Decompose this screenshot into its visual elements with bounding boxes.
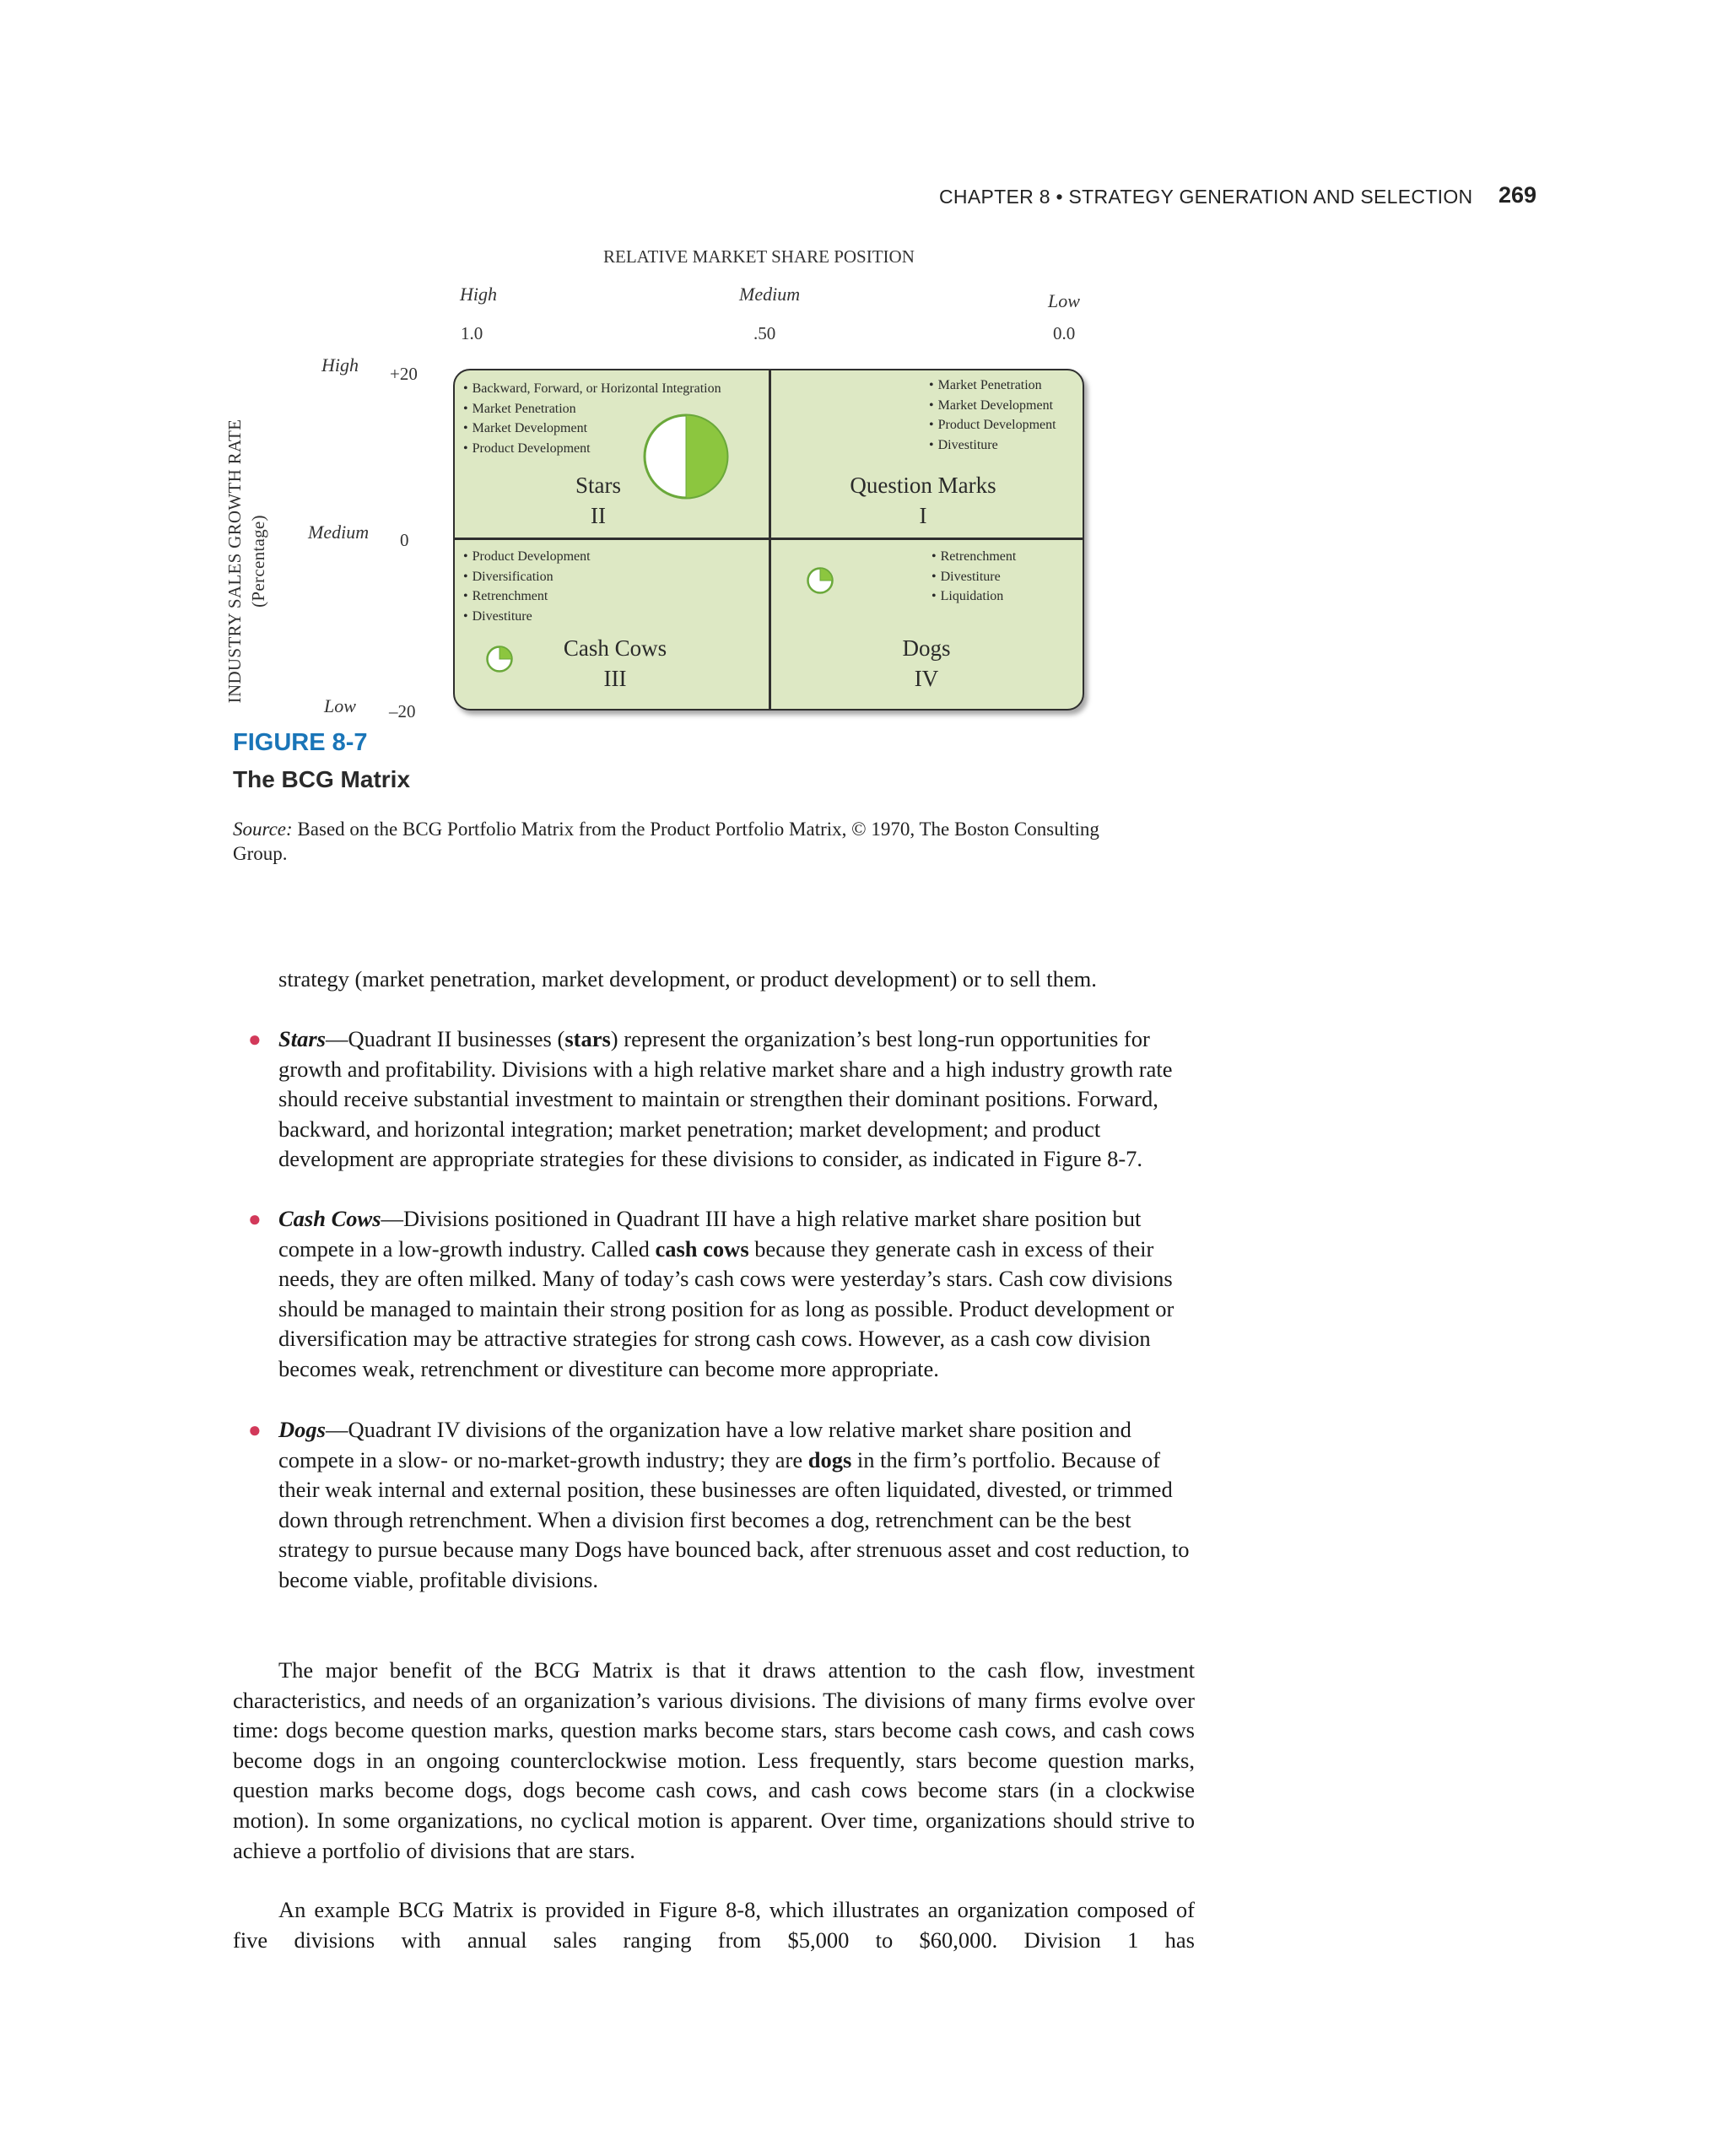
strategy-item: • Retrenchment xyxy=(463,586,591,607)
stars-numeral: II xyxy=(591,503,606,528)
bullet-term: Stars xyxy=(278,1026,326,1051)
bullet-text: because they generate cash in excess of their needs, they are often milked. Many of today’s cash cows were yesterday’s stars. Cash cow divisions should be managed to maintain their strong position for as long as possible. Product development or diversification may be attractive strategies for strong cash cows. However, as a cash cow division becomes weak, retrenchment or divestiture can become more appropriate. xyxy=(278,1235,1174,1381)
bullet-term: Cash Cows xyxy=(278,1206,381,1231)
quadrant-question-marks xyxy=(771,370,1084,538)
x-value-medium: .50 xyxy=(753,323,776,343)
page-number: 269 xyxy=(1498,182,1537,208)
strategy-item: • Divestiture xyxy=(932,567,1016,587)
strategy-item: • Market Penetration xyxy=(929,376,1056,396)
strategy-item: • Market Penetration xyxy=(463,399,721,419)
dogs-name: Dogs xyxy=(902,635,951,661)
bullet-text: in the firm’s portfolio. Because of their weak internal and external position, these businesses are often liquidated, divested, or trimmed down through retrenchment. When a division first becomes a dog, retrenchment can be the best strategy to pursue because many Dogs have bounced back, after strenuous asset and cost reduction, to become viable, profitable divisions. xyxy=(278,1446,1190,1592)
cash-cows-name: Cash Cows xyxy=(563,635,667,661)
bullet-dot: ● xyxy=(248,1027,262,1051)
bullet-stars xyxy=(248,1024,1194,1175)
question-marks-name: Question Marks xyxy=(850,473,996,498)
y-value-low: –20 xyxy=(389,701,416,721)
bullet-dogs xyxy=(248,1415,1194,1596)
figure-title: The BCG Matrix xyxy=(233,766,411,792)
bullet-bold-term: cash cows xyxy=(655,1235,749,1262)
strategy-item: • Product Development xyxy=(463,547,591,567)
quadrant-stars-label xyxy=(514,470,683,531)
quadrant-cash-cows-label xyxy=(531,633,699,694)
bullet-term: Dogs xyxy=(278,1417,326,1442)
bullet-bold-term: dogs xyxy=(807,1446,852,1472)
strategy-item: • Liquidation xyxy=(932,586,1016,607)
y-value-high: +20 xyxy=(390,364,418,384)
cash-cows-pie-slice xyxy=(500,647,512,660)
continuation-text: strategy (market penetration, market development, or product development) or to sell them. xyxy=(278,966,1097,992)
x-level-low: Low xyxy=(1048,290,1080,311)
y-axis-title-line1: INDUSTRY SALES GROWTH RATE xyxy=(224,419,245,704)
dogs-numeral: IV xyxy=(914,666,939,691)
bullet-text: —Quadrant IV divisions of the organization have a low relative market share position and compete in a slow- or no-market-growth industry; they are xyxy=(278,1417,1131,1472)
y-axis-title-line2: (Percentage) xyxy=(248,515,268,608)
running-head: CHAPTER 8 • STRATEGY GENERATION AND SELECTION xyxy=(939,186,1473,208)
stars-name: Stars xyxy=(575,473,621,498)
strategy-item: • Backward, Forward, or Horizontal Integration xyxy=(463,379,721,399)
bullet-text: —Quadrant II businesses ( xyxy=(325,1026,565,1051)
strategy-item: • Market Development xyxy=(929,396,1056,416)
bcg-matrix xyxy=(453,369,1084,711)
strategy-item: • Divestiture xyxy=(463,607,591,627)
source-label: Source: xyxy=(233,819,293,840)
dogs-strategy-list xyxy=(932,547,1016,607)
quadrant-cash-cows xyxy=(455,540,769,708)
bullet-dot: ● xyxy=(248,1207,262,1231)
body-paragraph-2: An example BCG Matrix is provided in Figure 8-8, which illustrates an organization composed of five divisions with annual sales ranging from $5,000 to $60,000. Division 1 has xyxy=(233,1897,1195,1953)
strategy-item: • Product Development xyxy=(463,439,721,459)
x-level-medium: Medium xyxy=(739,284,801,305)
quadrant-dogs xyxy=(771,540,1084,708)
strategy-item: • Product Development xyxy=(929,415,1056,435)
y-level-medium: Medium xyxy=(308,521,370,543)
strategy-item: • Diversification xyxy=(463,567,591,587)
y-level-high: High xyxy=(321,354,359,376)
x-value-low: 0.0 xyxy=(1053,323,1076,343)
dogs-pie-slice xyxy=(820,569,833,581)
cash-cows-strategy-list xyxy=(463,547,591,626)
y-level-low: Low xyxy=(324,695,356,716)
bullet-dot: ● xyxy=(248,1418,262,1442)
quadrant-question-marks-label xyxy=(839,470,1007,531)
y-value-medium: 0 xyxy=(400,530,409,550)
cash-cows-numeral: III xyxy=(603,666,627,691)
question-marks-numeral: I xyxy=(919,503,927,528)
strategy-item: • Retrenchment xyxy=(932,547,1016,567)
x-value-high: 1.0 xyxy=(461,323,483,343)
figure-source xyxy=(233,817,1153,866)
strategy-item: • Divestiture xyxy=(929,435,1056,456)
dogs-pie-icon xyxy=(806,566,834,595)
strategy-item: • Market Development xyxy=(463,419,721,439)
bullet-text: —Divisions positioned in Quadrant III have a high relative market share position but compete in a low-growth industry. Called xyxy=(278,1206,1142,1262)
bullet-bold-term: stars xyxy=(564,1026,611,1051)
body-paragraph-1: The major benefit of the BCG Matrix is that it draws attention to the cash flow, investment characteristics, and needs of an organization’s various divisions. The divisions of many firms evolve over time: dogs become question marks, question marks become stars, stars become cash cows, and cash cows become dogs in an ongoing counterclockwise motion. Less frequently, stars become question marks, question marks become dogs, dogs become cash cows, and cash cows become stars (in a clockwise motion). In some organizations, no cyclical motion is apparent. Over time, organizations should strive to achieve a portfolio of divisions that are stars. xyxy=(233,1657,1195,1863)
x-axis-title: RELATIVE MARKET SHARE POSITION xyxy=(603,246,915,267)
x-level-high: High xyxy=(460,284,497,305)
quadrant-dogs-label xyxy=(842,633,1011,694)
bullet-cash-cows xyxy=(248,1204,1194,1385)
y-axis-title xyxy=(223,342,270,781)
bullet-text: ) represent the organization’s best long-run opportunities for growth and profitability. Divisions with a high relative market share and a high industry growth rate should receive substantial investment to maintain or strengthen their dominant positions. Forward, backward, and horizontal integration; market penetration; market development; and product development are appropriate strategies for these divisions to consider, as indicated in Figure 8-7. xyxy=(278,1026,1173,1172)
figure-label: FIGURE 8-7 xyxy=(233,729,368,756)
cash-cows-pie-icon xyxy=(485,645,514,673)
question-marks-strategy-list xyxy=(929,376,1056,455)
stars-pie-slice xyxy=(686,415,727,498)
source-text: Based on the BCG Portfolio Matrix from the Product Portfolio Matrix, © 1970, The Boston Consulting Group. xyxy=(233,819,1099,864)
quadrant-stars xyxy=(455,370,769,538)
